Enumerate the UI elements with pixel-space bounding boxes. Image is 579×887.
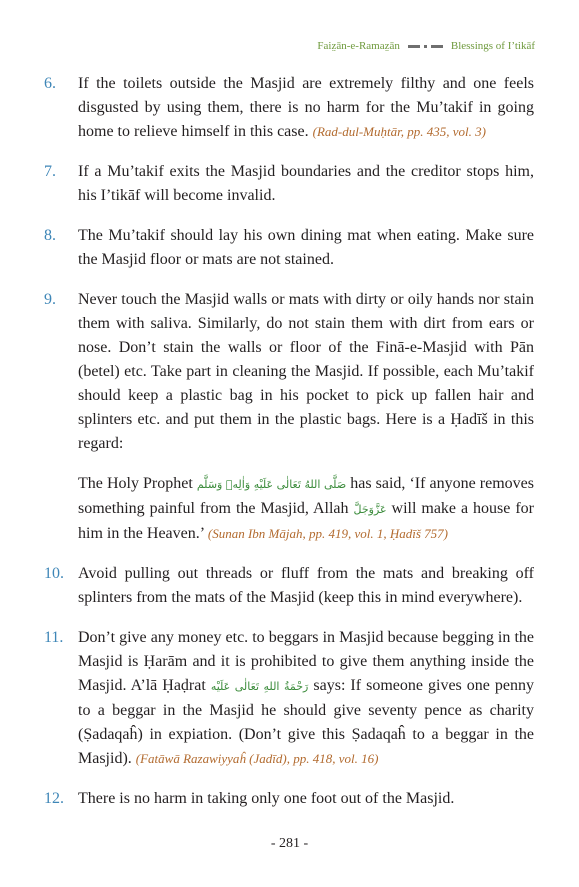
item-text: If the toilets outside the Masjid are extremely filthy and one feels disgusted by using them, there is no harm for the Mu’takif in going home to relieve himself in this case. (Rad-dul-Muḥtār, pp. 435, vol. 3) <box>78 75 534 140</box>
arabic-salutation: صَلَّى اللهُ تَعَالٰى عَلَيْهِ وَاٰلِهٖ وَسَلَّم <box>196 478 347 491</box>
list-item <box>44 160 534 208</box>
header-chapter-title: Blessings of I’tikāf <box>450 40 535 52</box>
item-number: 11. <box>44 629 64 646</box>
list-item <box>44 626 534 771</box>
reference: (Sunan Ibn Mājah, pp. 419, vol. 1, Ḥadīš 757) <box>207 526 449 541</box>
item-text: Never touch the Masjid walls or mats with dirty or oily hands nor stain them with saliva. Similarly, do not stain them with dirt from ears or nose. Don’t stain the walls or floor of the Finā-e-Masjid with Pān (betel) etc. Take part in cleaning the Masjid. If possible, each Mu’takif should keep a plastic bag in his pocket to pick up fallen hair and splinters etc. and put them in the plastic bags. Here is a Ḥadīš in this regard: The Holy Prophet صَلَّى اللهُ تَعَالٰى عَلَيْهِ وَاٰلِهٖ وَسَلَّم has said, ‘If anyone removes something painful from the Masjid, Allah عَزَّوَجَلَّ will make a house for him in the Heaven.’ (Sunan Ibn Mājah, pp. 419, vol. 1, Ḥadīš 757) <box>78 288 534 546</box>
header-book-title: Faiz̤ān-e-Ramaz̤ān <box>317 40 400 52</box>
arabic-honorific: عَزَّوَجَلَّ <box>353 503 387 516</box>
item-number: 7. <box>44 163 56 180</box>
hadith-paragraph: The Holy Prophet صَلَّى اللهُ تَعَالٰى عَلَيْهِ وَاٰلِهٖ وَسَلَّم has said, ‘If anyone removes something painful from the Masjid, Allah عَزَّوَجَلَّ will make a house for him in the Heaven.’ (Sunan Ibn Mājah, pp. 419, vol. 1, Ḥadīš 757) <box>78 475 534 542</box>
item-text: There is no harm in taking only one foot out of the Masjid. <box>78 790 455 807</box>
item-number: 6. <box>44 75 56 92</box>
list-item <box>44 787 534 811</box>
header-separator <box>408 45 443 48</box>
item-text: The Mu’takif should lay his own dining mat when eating. Make sure the Masjid floor or mats are not stained. <box>78 227 534 268</box>
arabic-honorific: رَحْمَةُ اللهِ تَعَالٰى عَلَيْه <box>210 680 309 693</box>
page-number: - 281 - <box>270 836 309 851</box>
item-number: 9. <box>44 291 56 308</box>
reference: (Rad-dul-Muḥtār, pp. 435, vol. 3) <box>312 124 486 139</box>
item-number: 10. <box>44 565 64 582</box>
item-number: 8. <box>44 227 56 244</box>
item-text: Don’t give any money etc. to beggars in Masjid because begging in the Masjid is Ḥarām and it is prohibited to give them anything inside the Masjid. A’lā Ḥaḍrat رَحْمَةُ اللهِ تَعَالٰى عَلَيْه says: If someone gives one penny to a beggar in the Masjid he should give seventy pence as charity (Ṣadaqaĥ) in expiation. (Don’t give this Ṣadaqaĥ to a beggar in the Masjid). (Fatāwā Razawiyyaĥ (Jadīd), pp. 418, vol. 16) <box>78 629 535 767</box>
item-text: Avoid pulling out threads or fluff from the mats and breaking off splinters from the mats of the Masjid (keep this in mind everywhere). <box>78 565 534 606</box>
running-header <box>317 40 535 52</box>
list-item <box>44 224 534 272</box>
list-item <box>44 288 534 546</box>
reference: (Fatāwā Razawiyyaĥ (Jadīd), pp. 418, vol. 16) <box>135 751 379 766</box>
item-text: If a Mu’takif exits the Masjid boundaries and the creditor stops him, his I’tikāf will become invalid. <box>78 163 534 204</box>
list-item <box>44 562 534 610</box>
item-number: 12. <box>44 790 64 807</box>
rules-list <box>44 72 534 827</box>
list-item <box>44 72 534 144</box>
